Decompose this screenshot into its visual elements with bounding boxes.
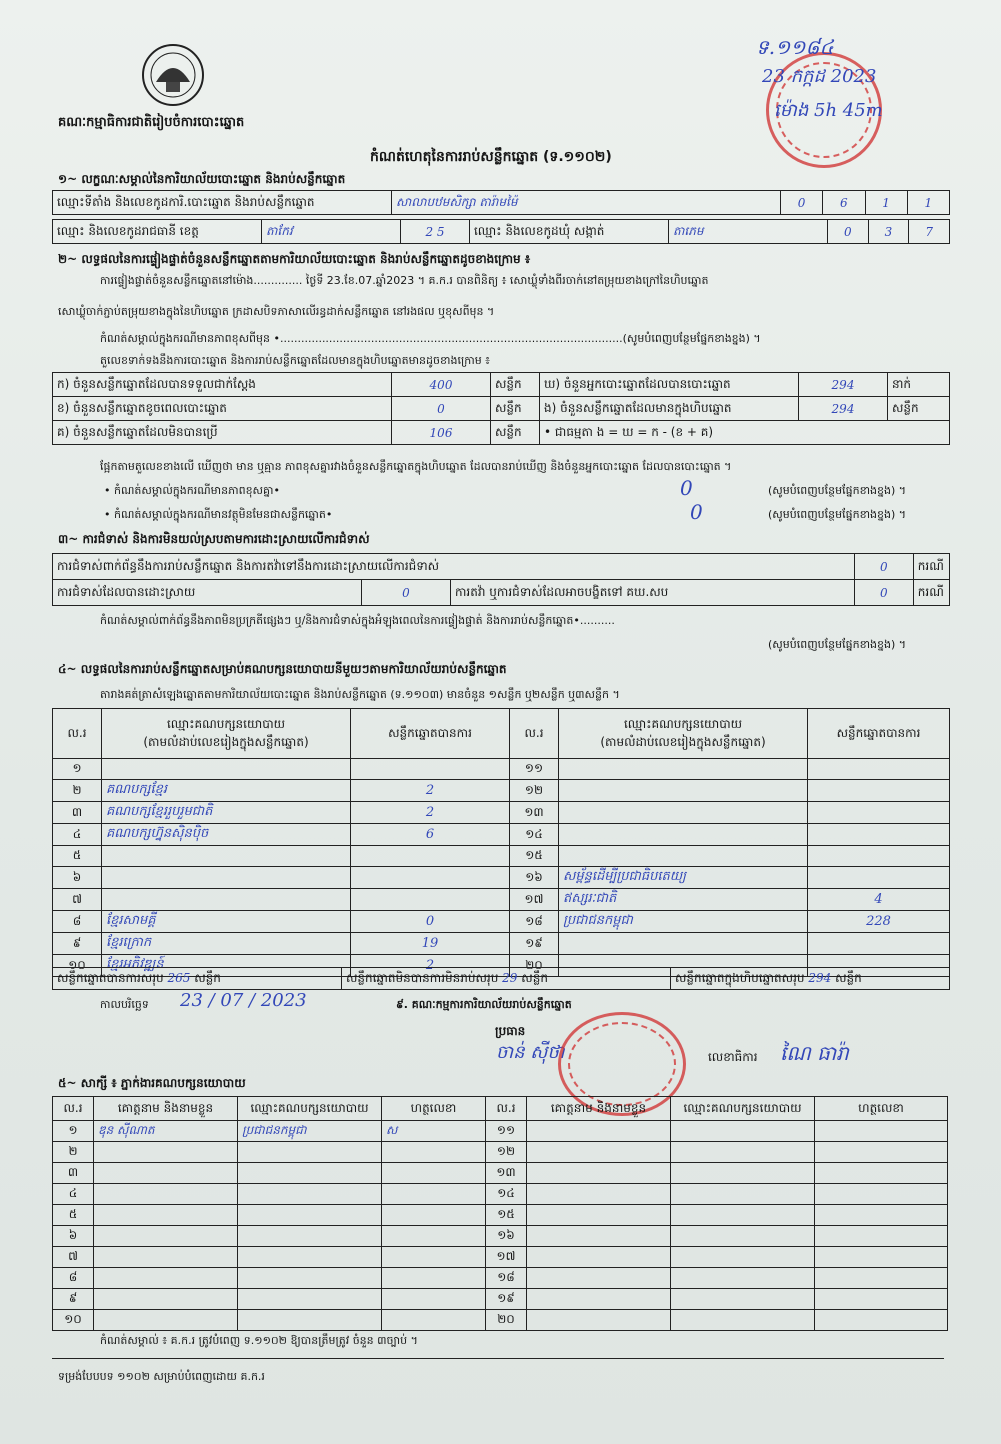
section3-note: កំណត់សម្គាល់ពាក់ព័ន្ធនឹងភាពមិនប្រក្រតីផ្សេងៗ ឬ/និងការជំទាស់ក្នុងអំឡុងពេលនៃការផ្ទៀងផ្ទាត់ និងការរាប់សន្លឹកឆ្នោត•.......... — [100, 614, 615, 627]
commune-code-2: 3 — [868, 220, 909, 244]
section2-line1: ការផ្ទៀងផ្ទាត់ចំនួនសន្លឹកឆ្នោតនៅម៉ោង.............. ថ្ងៃទី 23.ខែ.07.ឆ្នាំ2023 ។ គ.ក.រ បានពិនិត្យ ៖ សោឃ្លុំទាំងពីរចាក់នៅតម្រុយខាងក្រៅនៃហិបឆ្នោត — [100, 274, 709, 287]
row-number: ៨ — [53, 1268, 94, 1289]
note-foreign: • កំណត់សម្គាល់ក្នុងករណីមានវត្ថុមិនមែនជាសន្លឹកឆ្នោត• — [104, 508, 333, 521]
table-row — [53, 1163, 948, 1184]
row-number: ១៩ — [486, 1289, 527, 1310]
witness-party — [671, 1310, 815, 1331]
row-number: ៣ — [53, 802, 102, 824]
table-row — [53, 780, 950, 802]
row-number: ១៣ — [510, 802, 559, 824]
invalid-total — [342, 968, 671, 990]
vote-count: 6 — [351, 824, 510, 846]
vote-count: 0 — [351, 911, 510, 933]
province-code: 2 5 — [401, 220, 470, 244]
w-col-party-left: ឈ្មោះគណបក្សនយោបាយ — [238, 1097, 382, 1121]
witness-table — [52, 1096, 948, 1331]
vote-count — [808, 824, 950, 846]
vote-count — [351, 889, 510, 911]
date-label: កាលបរិច្ឆេទ — [100, 998, 149, 1011]
party-name — [102, 889, 351, 911]
received-label: ក) ចំនួនសន្លឹកឆ្នោតដែលបានទទួលជាក់ស្តែង — [53, 373, 392, 397]
row-number: ៩ — [53, 933, 102, 955]
vote-count: 2 — [351, 780, 510, 802]
table-row — [53, 1205, 948, 1226]
witness-signature — [815, 1205, 948, 1226]
province-value: តាកែវ — [262, 220, 401, 244]
date-value: 23 / 07 / 2023 — [180, 990, 307, 1011]
row-number: ៨ — [53, 911, 102, 933]
witness-name: ឌុន ស៊ីណាត — [94, 1121, 238, 1142]
note-difference-suffix: (សូមបំពេញបន្ថែមផ្នែកខាងខ្នង) ។ — [768, 484, 907, 497]
section2-line4: តួលេខទាក់ទងនឹងការបោះឆ្នោត និងការរាប់សន្លឹកឆ្នោតដែលមានក្នុងហិបឆ្នោតមានដូចខាងក្រោម ៖ — [100, 354, 491, 367]
section5-note: កំណត់សម្គាល់ ៖ គ.ក.រ ត្រូវបំពេញ ទ.១១០២ ឱ្យបានត្រឹមត្រូវ ចំនួន ៣ច្បាប់ ។ — [100, 1334, 418, 1347]
w-col-no-right: ល.រ — [486, 1097, 527, 1121]
commune-code-1: 0 — [828, 220, 869, 244]
vote-count: 4 — [808, 889, 950, 911]
witness-party — [238, 1184, 382, 1205]
committee-label: ៩. គណៈកម្មការការិយាល័យរាប់សន្លឹកឆ្នោត — [396, 998, 572, 1011]
party-name — [559, 824, 808, 846]
vote-count — [808, 867, 950, 889]
voters-unit: នាក់ — [888, 373, 950, 397]
in-box-value: 294 — [799, 397, 888, 421]
receipt-time: ម៉ោង 5h 45m — [774, 100, 883, 121]
table-row — [53, 759, 950, 780]
table-row — [53, 1268, 948, 1289]
vote-count — [351, 759, 510, 780]
row-number: ១៩ — [510, 933, 559, 955]
witness-name — [94, 1163, 238, 1184]
witness-party — [238, 1226, 382, 1247]
spoiled-value: 0 — [392, 397, 491, 421]
party-name: ខ្មែរក្រោក — [102, 933, 351, 955]
row-number: ៤ — [53, 824, 102, 846]
table-row — [53, 824, 950, 846]
row-number: ១៧ — [510, 889, 559, 911]
witness-signature — [382, 1226, 486, 1247]
resolved-value: 0 — [362, 580, 451, 606]
resolved-label: ការជំទាស់ដែលបានដោះស្រាយ — [53, 580, 362, 606]
vote-count: 228 — [808, 911, 950, 933]
table-row — [53, 1121, 948, 1142]
table-row — [53, 802, 950, 824]
witness-party — [671, 1205, 815, 1226]
chair-signature: ចាន់ ស៊ីថា — [496, 1042, 565, 1063]
party-name — [559, 802, 808, 824]
vote-count: 19 — [351, 933, 510, 955]
formula-note: • ជាធម្មតា ង = ឃ = ក - (ខ + គ) — [540, 421, 950, 445]
row-number: ៥ — [53, 1205, 94, 1226]
party-name — [102, 867, 351, 889]
witness-party — [671, 1163, 815, 1184]
row-number: ១៣ — [486, 1163, 527, 1184]
objection-label: ការជំទាស់ពាក់ព័ន្ធនឹងការរាប់សន្លឹកឆ្នោត និងការតវ៉ាទៅនឹងការដោះស្រាយលើការជំទាស់ — [53, 554, 855, 580]
vote-count — [808, 780, 950, 802]
row-number: ១១ — [486, 1121, 527, 1142]
witness-party — [671, 1289, 815, 1310]
party-name: គណបក្សខ្មែរ — [102, 780, 351, 802]
vote-count — [808, 846, 950, 867]
party-name — [559, 780, 808, 802]
w-col-sign-left: ហត្ថលេខា — [382, 1097, 486, 1121]
witness-signature — [815, 1289, 948, 1310]
party-name: ខ្មែរសាមគ្គី — [102, 911, 351, 933]
form-title: កំណត់ហេតុនៃការរាប់សន្លឹកឆ្នោត (ទ.១១០២) — [370, 149, 612, 165]
witness-signature — [382, 1247, 486, 1268]
witness-party: ប្រជាជនកម្ពុជា — [238, 1121, 382, 1142]
col-party-right — [559, 709, 808, 759]
section1-table — [52, 190, 950, 215]
row-number: ៦ — [53, 867, 102, 889]
receipt-date: 23 កក្កដ 2023 — [762, 66, 877, 87]
vote-count — [351, 846, 510, 867]
row-number: ១៨ — [486, 1268, 527, 1289]
col-no-left: ល.រ — [53, 709, 102, 759]
witness-party — [238, 1289, 382, 1310]
invalid-total-label: សន្លឹកឆ្នោតមិនបានការមិនរាប់សរុប — [346, 970, 499, 985]
section2-line5: ផ្អែកតាមតួលេខខាងលើ ឃើញថា មាន ឬគ្មាន ភាពខុសគ្នារវាងចំនួនសន្លឹកឆ្នោតក្នុងហិបឆ្នោត ដែលបានរាប់ឃើញ និងចំនួនអ្នកបោះឆ្នោត ដែលបានបោះឆ្នោត ។ — [100, 460, 732, 473]
table-row — [53, 911, 950, 933]
row-number: ៦ — [53, 1226, 94, 1247]
witness-signature — [815, 1184, 948, 1205]
section1-heading: ១~ លក្ខណៈសម្គាល់នៃការិយាល័យបោះឆ្នោត និងរាប់សន្លឹកឆ្នោត — [58, 172, 346, 186]
in-box-unit: សន្លឹក — [888, 397, 950, 421]
voters-label: ឃ) ចំនួនអ្នកបោះឆ្នោតដែលបានបោះឆ្នោត — [540, 373, 799, 397]
witness-signature — [815, 1247, 948, 1268]
section3-note-suffix: (សូមបំពេញបន្ថែមផ្នែកខាងខ្នង) ។ — [768, 638, 907, 651]
section2-heading: ២~ លទ្ធផលនៃការផ្ទៀងផ្ទាត់ចំនួនសន្លឹកឆ្នោតតាមការិយាល័យបោះឆ្នោត និងរាប់សន្លឹកឆ្នោតដូចខាងក្រោម ៖ — [58, 252, 531, 266]
box-total-value: 294 — [808, 970, 832, 985]
party-name — [102, 759, 351, 780]
invalid-total-value: 29 — [502, 970, 518, 985]
received-value: 400 — [392, 373, 491, 397]
valid-total-unit: សន្លឹក — [194, 970, 221, 985]
witness-signature — [382, 1289, 486, 1310]
witness-party — [238, 1310, 382, 1331]
table-row — [53, 1226, 948, 1247]
spoiled-label: ខ) ចំនួនសន្លឹកឆ្នោតខូចពេលបោះឆ្នោត — [53, 397, 392, 421]
witness-signature — [382, 1205, 486, 1226]
row-number: ១ — [53, 759, 102, 780]
witness-name — [527, 1310, 671, 1331]
col-party-right-sub: (តាមលំដាប់លេខរៀងក្នុងសន្លឹកឆ្នោត) — [600, 734, 766, 749]
invalid-total-unit: សន្លឹក — [521, 970, 548, 985]
valid-total — [53, 968, 342, 990]
witness-party — [238, 1142, 382, 1163]
row-number: ១៧ — [486, 1247, 527, 1268]
section5-heading: ៥~ សាក្សី ៖ ភ្នាក់ងារគណបក្សនយោបាយ — [58, 1076, 246, 1090]
table-row — [53, 867, 950, 889]
unused-value: 106 — [392, 421, 491, 445]
witness-party — [671, 1121, 815, 1142]
appeal-label: ការតវ៉ា ឬការជំទាស់ដែលអាចបង្ខិតទៅ គឃ.សប — [451, 580, 855, 606]
party-name: គណបក្សខ្មែររួបរួមជាតិ — [102, 802, 351, 824]
party-name — [559, 933, 808, 955]
witness-name — [94, 1226, 238, 1247]
col-party-right-title: ឈ្មោះគណបក្សនយោបាយ — [623, 716, 743, 731]
witness-name — [527, 1184, 671, 1205]
witness-name — [527, 1226, 671, 1247]
col-votes-right: សន្លឹកឆ្នោតបានការ — [808, 709, 950, 759]
box-total-unit: សន្លឹក — [835, 970, 862, 985]
location-code-2: 6 — [823, 191, 865, 215]
row-number: ១២ — [486, 1142, 527, 1163]
witness-name — [94, 1142, 238, 1163]
note-foreign-value: 0 — [690, 500, 703, 524]
note-difference-value: 0 — [680, 476, 693, 500]
row-number: ១៥ — [486, 1205, 527, 1226]
w-col-name-right: គោត្តនាម និងនាមខ្លួន — [527, 1097, 671, 1121]
witness-name — [94, 1310, 238, 1331]
witness-party — [671, 1184, 815, 1205]
witness-signature — [815, 1310, 948, 1331]
box-total-label: សន្លឹកឆ្នោតក្នុងហិបឆ្នោតសរុប — [675, 970, 805, 985]
witness-name — [94, 1268, 238, 1289]
results-totals — [52, 967, 950, 990]
receipt-number: ទ.១១៨៤ — [756, 35, 834, 59]
witness-name — [527, 1121, 671, 1142]
row-number: ៣ — [53, 1163, 94, 1184]
witness-name — [527, 1163, 671, 1184]
row-number: ១៤ — [486, 1184, 527, 1205]
row-number: ២០ — [486, 1310, 527, 1331]
objection-value: 0 — [854, 554, 913, 580]
spoiled-unit: សន្លឹក — [491, 397, 540, 421]
vote-count — [808, 759, 950, 780]
witness-name — [527, 1289, 671, 1310]
col-party-left-title: ឈ្មោះគណបក្សនយោបាយ — [166, 716, 286, 731]
witness-signature — [815, 1163, 948, 1184]
witness-signature — [382, 1184, 486, 1205]
witness-signature — [382, 1268, 486, 1289]
witness-signature: ស — [382, 1121, 486, 1142]
row-number: ៤ — [53, 1184, 94, 1205]
w-col-no-left: ល.រ — [53, 1097, 94, 1121]
witness-name — [94, 1247, 238, 1268]
row-number: ១៦ — [486, 1226, 527, 1247]
row-number: ៩ — [53, 1289, 94, 1310]
witness-name — [527, 1268, 671, 1289]
row-number: ១៤ — [510, 824, 559, 846]
in-box-label: ង) ចំនួនសន្លឹកឆ្នោតដែលមានក្នុងហិបឆ្នោត — [540, 397, 799, 421]
col-party-left — [102, 709, 351, 759]
section4-heading: ៤~ លទ្ធផលនៃការរាប់សន្លឹកឆ្នោតសម្រាប់គណបក្សនយោបាយនីមួយៗតាមការិយាល័យរាប់សន្លឹកឆ្នោត — [58, 662, 507, 676]
vote-count — [808, 933, 950, 955]
witness-party — [671, 1142, 815, 1163]
witness-name — [94, 1289, 238, 1310]
row-number: ៧ — [53, 1247, 94, 1268]
voters-value: 294 — [799, 373, 888, 397]
location-value: សាលាបឋមសិក្សា តារ៉ាមម៉ៃ — [392, 191, 781, 215]
footer-divider — [52, 1358, 944, 1359]
witness-party — [238, 1163, 382, 1184]
witness-party — [238, 1247, 382, 1268]
table-row — [53, 1247, 948, 1268]
witness-signature — [815, 1268, 948, 1289]
witness-party — [671, 1247, 815, 1268]
w-col-party-right: ឈ្មោះគណបក្សនយោបាយ — [671, 1097, 815, 1121]
valid-total-value: 265 — [167, 970, 191, 985]
row-number: ១៨ — [510, 911, 559, 933]
party-name — [559, 846, 808, 867]
row-number: ១០ — [53, 1310, 94, 1331]
witness-name — [94, 1205, 238, 1226]
table-row — [53, 933, 950, 955]
location-code-1: 0 — [781, 191, 823, 215]
row-number: ១១ — [510, 759, 559, 780]
witness-name — [527, 1142, 671, 1163]
valid-total-label: សន្លឹកឆ្នោតបានការសរុប — [57, 970, 164, 985]
row-number: ៧ — [53, 889, 102, 911]
party-name: សម្ព័ន្ធដើម្បីប្រជាធិបតេយ្យ — [559, 867, 808, 889]
witness-party — [671, 1268, 815, 1289]
unused-label: គ) ចំនួនសន្លឹកឆ្នោតដែលមិនបានប្រើ — [53, 421, 392, 445]
secretary-signature: ណៃ ធារ៉ា — [780, 1041, 849, 1065]
party-name: ប្រជាជនកម្ពុជា — [559, 911, 808, 933]
party-name: ឥស្សរៈជាតិ — [559, 889, 808, 911]
location-code-3: 1 — [865, 191, 907, 215]
party-name: ខ្មែរអភិវឌ្ឍន៍ — [102, 955, 351, 977]
row-number: ៥ — [53, 846, 102, 867]
witness-signature — [382, 1163, 486, 1184]
table-row — [53, 1289, 948, 1310]
count-table — [52, 372, 950, 445]
witness-signature — [382, 1142, 486, 1163]
witness-signature — [815, 1142, 948, 1163]
results-table — [52, 708, 950, 977]
party-name — [559, 759, 808, 780]
row-number: ២ — [53, 1142, 94, 1163]
vote-count — [351, 867, 510, 889]
table-row — [53, 1310, 948, 1331]
note-foreign-suffix: (សូមបំពេញបន្ថែមផ្នែកខាងខ្នង) ។ — [768, 508, 907, 521]
witness-party — [238, 1205, 382, 1226]
committee-name: គណៈកម្មាធិការជាតិរៀបចំការបោះឆ្នោត — [58, 115, 245, 130]
section3-heading: ៣~ ការជំទាស់ និងការមិនយល់ស្របតាមការដោះស្រាយលើការជំទាស់ — [58, 532, 370, 546]
witness-signature — [815, 1226, 948, 1247]
province-label: ឈ្មោះ និងលេខកូដរាជធានី ខេត្ត — [53, 220, 262, 244]
witness-signature — [815, 1121, 948, 1142]
nec-logo — [136, 42, 210, 108]
party-name — [102, 846, 351, 867]
received-unit: សន្លឹក — [491, 373, 540, 397]
secretary-label: លេខាធិការ — [708, 1050, 758, 1064]
form-footer: ទម្រង់បែបបទ ១១០២ សម្រាប់បំពេញដោយ គ.ក.រ — [58, 1370, 265, 1383]
col-no-right: ល.រ — [510, 709, 559, 759]
location-code-4: 1 — [907, 191, 949, 215]
w-col-name-left: គោត្តនាម និងនាមខ្លួន — [94, 1097, 238, 1121]
section2-line2: សោឃ្លុំចាក់ភ្ជាប់តម្រុយខាងក្នុងនៃហិបឆ្នោត ក្រដាសបិទភាសាលើរន្ធដាក់សន្លឹកឆ្នោត នៅរងផល ឬខុសពីមុន ។ — [58, 305, 495, 318]
row-number: ១៥ — [510, 846, 559, 867]
table-row — [53, 1184, 948, 1205]
chair-label: ប្រធាន — [495, 1024, 526, 1038]
row-number: ១២ — [510, 780, 559, 802]
row-number: ២ — [53, 780, 102, 802]
col-votes-left: សន្លឹកឆ្នោតបានការ — [351, 709, 510, 759]
witness-name — [94, 1184, 238, 1205]
col-party-left-sub: (តាមលំដាប់លេខរៀងក្នុងសន្លឹកឆ្នោត) — [143, 734, 309, 749]
commune-label: ឈ្មោះ និងលេខកូដឃុំ សង្កាត់ — [470, 220, 669, 244]
commune-value: តាភេម — [669, 220, 828, 244]
witness-name — [527, 1205, 671, 1226]
row-number: ១០ — [53, 955, 102, 977]
witness-party — [671, 1226, 815, 1247]
section4-intro: តារាងគត់ត្រាសំឡេងឆ្នោតតាមការិយាល័យបោះឆ្នោត និងរាប់សន្លឹកឆ្នោត (ទ.១១០៣) មានចំនួន ១សន្លឹក ឬ២សន្លឹក ឬ៣សន្លឹក ។ — [100, 688, 620, 701]
table-row — [53, 889, 950, 911]
witness-signature — [382, 1310, 486, 1331]
vote-count: 2 — [351, 955, 510, 977]
objection-unit: ករណី — [913, 554, 949, 580]
table-row — [53, 846, 950, 867]
section2-line3: កំណត់សម្គាល់ក្នុងករណីមានភាពខុសពីមុន •..................................................................................................(សូមបំពេញបន្ថែមផ្នែកខាងខ្នង) ។ — [100, 332, 761, 345]
table-row — [53, 1142, 948, 1163]
vote-count: 2 — [351, 802, 510, 824]
appeal-value: 0 — [854, 580, 913, 606]
section1-table-row2 — [52, 219, 950, 244]
party-name: គណបក្សហ្វ៊ុនស៊ិនប៉ិច — [102, 824, 351, 846]
row-number: ១៦ — [510, 867, 559, 889]
box-total — [671, 968, 950, 990]
w-col-sign-right: ហត្ថលេខា — [815, 1097, 948, 1121]
row-number: ២០ — [510, 955, 559, 977]
unused-unit: សន្លឹក — [491, 421, 540, 445]
note-difference: • កំណត់សម្គាល់ក្នុងករណីមានភាពខុសគ្នា• — [104, 484, 280, 497]
witness-name — [527, 1247, 671, 1268]
objection-table — [52, 553, 950, 606]
row-number: ១ — [53, 1121, 94, 1142]
commune-code-3: 7 — [909, 220, 950, 244]
witness-party — [238, 1268, 382, 1289]
appeal-unit: ករណី — [913, 580, 949, 606]
vote-count — [808, 802, 950, 824]
location-label: ឈ្មោះទីតាំង និងលេខកូដការិ.បោះឆ្នោត និងរាប់សន្លឹកឆ្នោត — [53, 191, 392, 215]
